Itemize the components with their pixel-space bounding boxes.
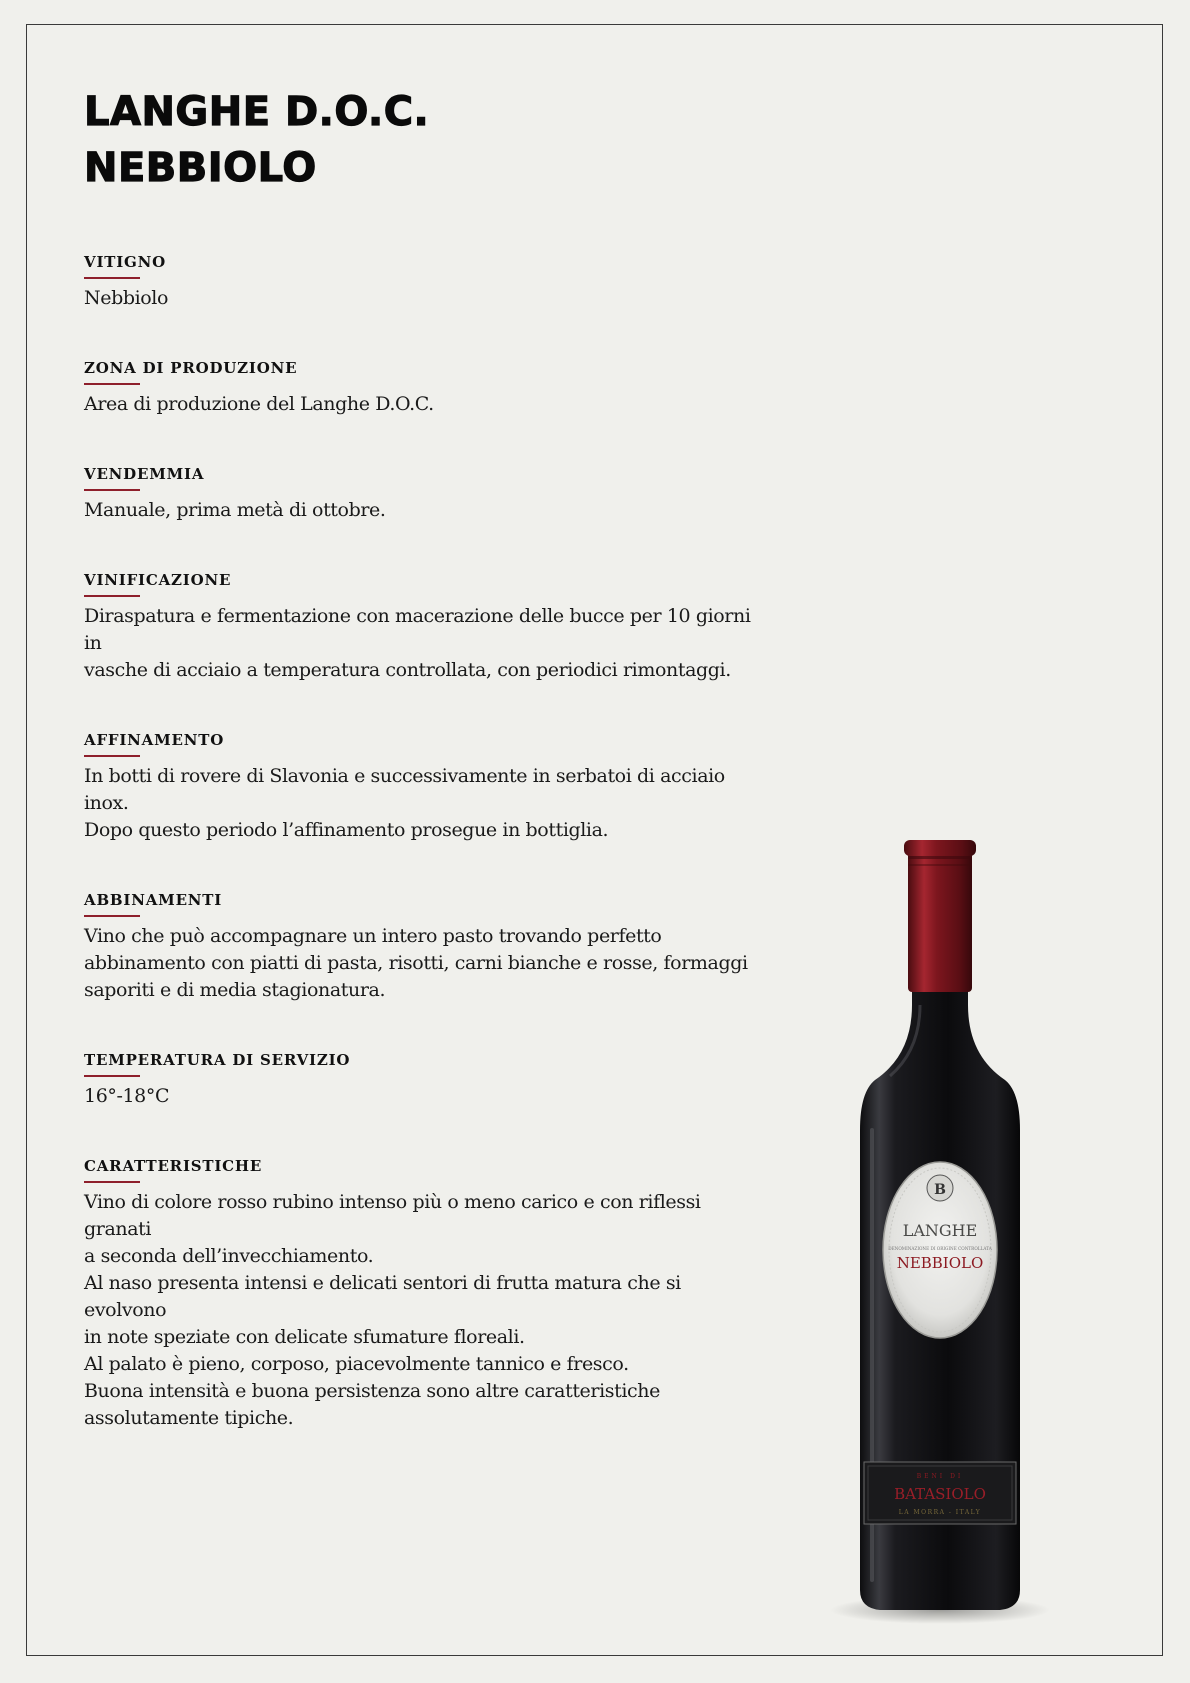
wine-title [84,84,429,196]
section-text [84,603,764,684]
label-monogram: B [934,1182,946,1198]
spec-sections [84,252,764,1432]
spec-section [84,1050,764,1110]
section-text-line: vasche di acciaio a temperatura controllata, con periodici rimontaggi. [84,659,731,681]
section-text-line: assolutamente tipiche. [84,1407,294,1429]
section-label: VITIGNO [84,253,167,271]
brand-band-top: BENI DI [916,1473,964,1480]
label-langhe: LANGHE [902,1221,978,1240]
spec-section [84,730,764,844]
brand-band-bottom: LA MORRA - ITALY [898,1509,982,1516]
section-text-line: abbinamento con piatti di pasta, risotti, carni bianche e rosse, formaggi [84,952,748,974]
section-text-line: 16°-18°C [84,1085,170,1107]
brand-name: BATASIOLO [894,1485,986,1503]
section-accent-rule [84,383,140,385]
label-denominazione: DENOMINAZIONE DI ORIGINE CONTROLLATA [888,1246,992,1251]
section-text-line: Manuale, prima metà di ottobre. [84,499,386,521]
section-text-line: saporiti e di media stagionatura. [84,979,386,1001]
section-text [84,391,764,418]
bottle-illustration [820,830,1060,1630]
section-accent-rule [84,915,140,917]
section-accent-rule [84,277,140,279]
section-accent-rule [84,595,140,597]
section-label: AFFINAMENTO [84,731,225,749]
section-label: VINIFICAZIONE [84,571,232,589]
section-label: VENDEMMIA [84,465,205,483]
section-text-line: In botti di rovere di Slavonia e successivamente in serbatoi di acciaio inox. [84,765,725,814]
section-text [84,763,764,844]
section-label: CARATTERISTICHE [84,1157,263,1175]
section-text-line: a seconda dell’invecchiamento. [84,1245,374,1267]
section-text [84,923,764,1004]
spec-section [84,890,764,1004]
spec-section [84,570,764,684]
section-accent-rule [84,1181,140,1183]
section-text-line: Al palato è pieno, corposo, piacevolmente tannico e fresco. [84,1353,629,1375]
section-text-line: Nebbiolo [84,287,169,309]
wine-bottle-image [820,830,1060,1630]
spec-section [84,358,764,418]
spec-section [84,252,764,312]
wine-title-line-1: LANGHE D.O.C. [84,89,430,135]
wine-title-line-2: NEBBIOLO [84,145,317,191]
section-text-line: Area di produzione del Langhe D.O.C. [84,393,434,415]
section-text-line: Buona intensità e buona persistenza sono altre caratteristiche [84,1380,660,1402]
label-nebbiolo: NEBBIOLO [896,1254,984,1272]
section-text-line: Vino che può accompagnare un intero pasto trovando perfetto [84,925,662,947]
section-text-line: in note speziate con delicate sfumature floreali. [84,1326,525,1348]
section-text-line: Al naso presenta intensi e delicati sentori di frutta matura che si evolvono [84,1272,681,1321]
spec-section [84,1156,764,1432]
section-text-line: Diraspatura e fermentazione con macerazione delle bucce per 10 giorni in [84,605,751,654]
section-text-line: Dopo questo periodo l’affinamento prosegue in bottiglia. [84,819,609,841]
section-accent-rule [84,489,140,491]
section-text-line: Vino di colore rosso rubino intenso più o meno carico e con riflessi granati [84,1191,701,1240]
section-text [84,285,764,312]
section-text [84,1189,764,1432]
section-text [84,497,764,524]
spec-section [84,464,764,524]
section-accent-rule [84,1075,140,1077]
section-label: TEMPERATURA DI SERVIZIO [84,1051,351,1069]
section-text [84,1083,764,1110]
section-accent-rule [84,755,140,757]
section-label: ABBINAMENTI [84,891,223,909]
section-label: ZONA DI PRODUZIONE [84,359,298,377]
